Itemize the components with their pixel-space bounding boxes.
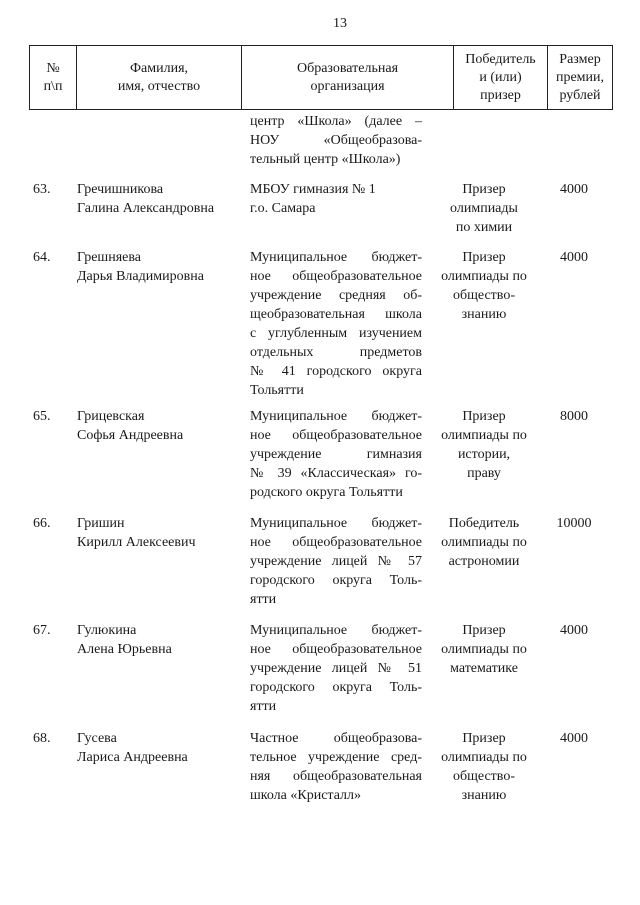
prize-amount: 4000 bbox=[560, 250, 588, 265]
header-award: Победитель и (или) призер bbox=[454, 46, 548, 110]
full-name: Гришин Кирилл Алексеевич bbox=[77, 516, 196, 550]
organization-cell: МБОУ гимназия № 1 г.о. Самара bbox=[250, 182, 376, 216]
full-name: Гречишникова Галина Александровна bbox=[77, 182, 215, 216]
prize-amount: 10000 bbox=[556, 516, 592, 531]
row-number: 65. bbox=[33, 409, 51, 424]
award-cell: Победитель олимпиады по астрономии bbox=[441, 516, 527, 569]
row-number: 64. bbox=[33, 250, 51, 265]
row-number: 68. bbox=[33, 731, 51, 746]
header-full-name: Фамилия, имя, отчество bbox=[77, 46, 242, 110]
award-cell: Призер олимпиады по общество- знанию bbox=[441, 731, 527, 803]
full-name: Гусева Лариса Андреевна bbox=[77, 731, 188, 765]
header-organization: Образовательная организация bbox=[242, 46, 454, 110]
award-cell: Призер олимпиады по общество- знанию bbox=[441, 250, 527, 322]
full-name: Грицевская Софья Андреевна bbox=[77, 409, 184, 443]
row-number: 63. bbox=[33, 182, 51, 197]
award-cell: Призер олимпиады по истории, праву bbox=[441, 409, 527, 481]
table-header bbox=[29, 45, 613, 110]
organization-cell: Частное общеобразова- тельное учреждение сред- няя общеобразовательная школа «Кристалл» bbox=[250, 731, 422, 803]
prize-amount: 4000 bbox=[560, 623, 588, 638]
award-cell: Призер олимпиады по математике bbox=[441, 623, 527, 676]
page-number: 13 bbox=[333, 16, 347, 31]
prize-amount: 8000 bbox=[560, 409, 588, 424]
row-number: 66. bbox=[33, 516, 51, 531]
header-prize: Размер премии, рублей bbox=[548, 46, 613, 110]
prize-amount: 4000 bbox=[560, 731, 588, 746]
prize-amount: 4000 bbox=[560, 182, 588, 197]
organization-cell: центр «Школа» (далее – НОУ «Общеобразова- тельный центр «Школа») bbox=[250, 114, 422, 167]
organization-cell: Муниципальное бюджет- ное общеобразовательное учреждение средняя об- щеобразовательная школа с углубленным изучением отдельных предметов № 41 городского округа Тольятти bbox=[250, 250, 422, 398]
organization-cell: Муниципальное бюджет- ное общеобразовательное учреждение лицей № 51 городского округа Толь- ятти bbox=[250, 623, 422, 714]
row-number: 67. bbox=[33, 623, 51, 638]
full-name: Гулюкина Алена Юрьевна bbox=[77, 623, 172, 657]
organization-cell: Муниципальное бюджет- ное общеобразовательное учреждение гимназия № 39 «Классическая» го- родского округа Тольятти bbox=[250, 409, 422, 500]
header-number: № п\п bbox=[30, 46, 77, 110]
award-cell: Призер олимпиады по химии bbox=[450, 182, 518, 235]
full-name: Грешняева Дарья Владимировна bbox=[77, 250, 204, 284]
organization-cell: Муниципальное бюджет- ное общеобразовательное учреждение лицей № 57 городского округа Толь- ятти bbox=[250, 516, 422, 607]
